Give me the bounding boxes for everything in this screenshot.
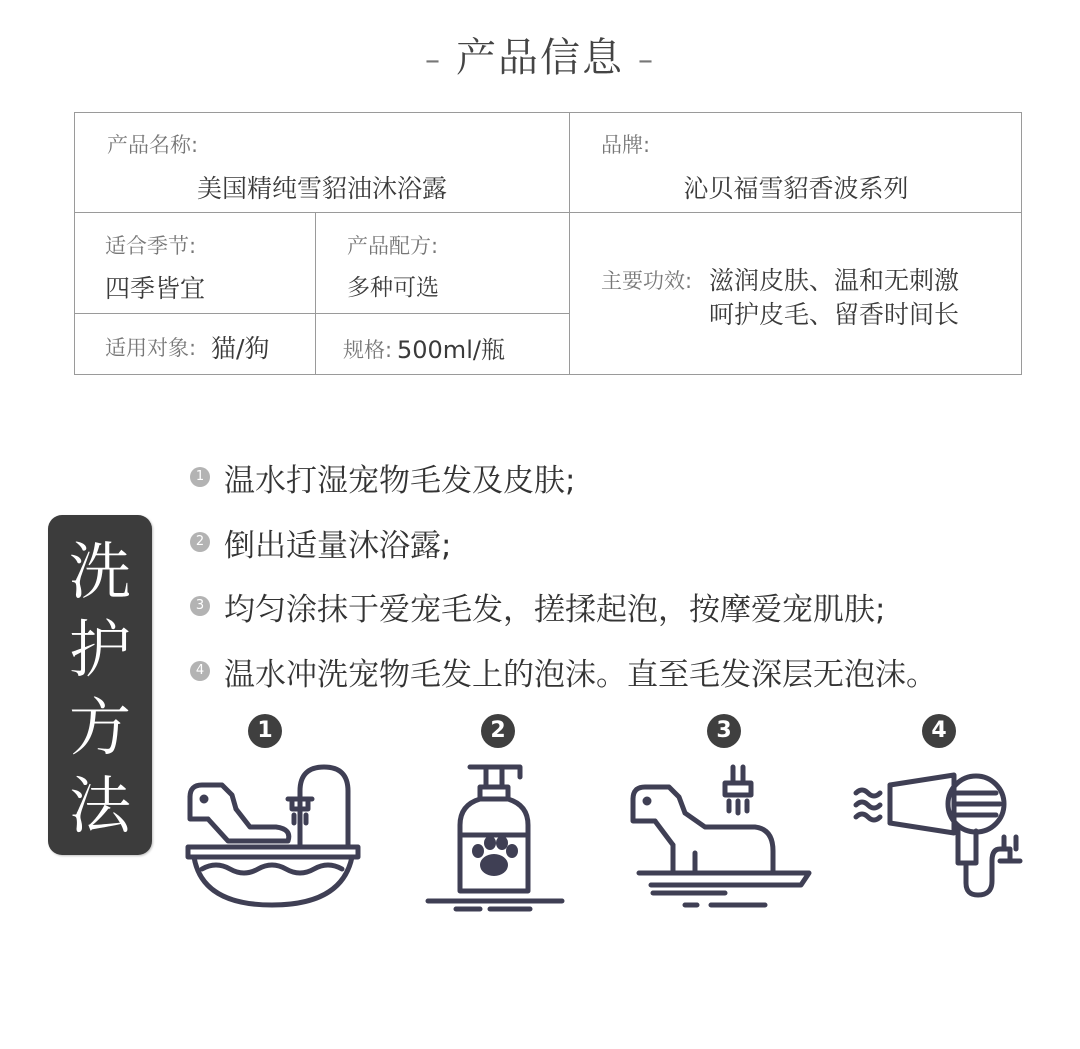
divider <box>75 313 569 314</box>
step-text: 温水冲洗宠物毛发上的泡沫。直至毛发深层无泡沫。 <box>224 656 937 693</box>
target-label: 适用对象: <box>105 336 197 360</box>
season-value: 四季皆宜 <box>105 274 206 303</box>
effect-line-2: 呵护皮毛、留香时间长 <box>709 300 960 329</box>
care-method-char: 方 <box>68 691 131 764</box>
effect-label: 主要功效: <box>601 269 693 293</box>
effect-line-1: 滋润皮肤、温和无刺激 <box>709 266 960 295</box>
care-method-char: 护 <box>68 613 131 686</box>
step-item <box>190 457 575 497</box>
spec-value: 500ml/瓶 <box>397 336 505 364</box>
divider <box>315 213 316 374</box>
title-dash-left: – <box>425 42 442 78</box>
section-title <box>0 26 1080 83</box>
step-number: 4 <box>190 661 210 681</box>
illustration-number: 2 <box>481 714 515 748</box>
illustration-number: 4 <box>922 714 956 748</box>
care-method-char: 法 <box>68 769 131 842</box>
brand-label: 品牌: <box>601 133 651 157</box>
step-text: 均匀涂抹于爱宠毛发，搓揉起泡，按摩爱宠肌肤; <box>224 591 886 628</box>
dog-bath-tub-icon <box>180 755 370 915</box>
brand-value: 沁贝福雪貂香波系列 <box>683 174 909 203</box>
step-item <box>190 522 451 562</box>
illustration-number: 3 <box>707 714 741 748</box>
name-label: 产品名称: <box>107 133 199 157</box>
step-number: 2 <box>190 532 210 552</box>
shampoo-bottle-icon <box>420 755 570 915</box>
illustration-number: 1 <box>248 714 282 748</box>
step-number: 3 <box>190 596 210 616</box>
name-value: 美国精纯雪貂油沐浴露 <box>196 174 447 203</box>
target-value: 猫/狗 <box>211 334 270 363</box>
formula-label: 产品配方: <box>347 234 439 258</box>
step-item <box>190 586 885 626</box>
product-info-table <box>74 112 1022 375</box>
step-number: 1 <box>190 467 210 487</box>
title-dash-right: – <box>638 42 655 78</box>
formula-value: 多种可选 <box>347 275 439 301</box>
divider <box>75 212 1021 213</box>
step-text: 倒出适量沐浴露; <box>224 527 452 564</box>
care-method-label <box>48 515 152 855</box>
care-method-char: 洗 <box>68 535 131 608</box>
step-text: 温水打湿宠物毛发及皮肤; <box>224 462 576 499</box>
divider <box>569 113 570 374</box>
title-text: 产品信息 <box>456 35 624 81</box>
spec-label: 规格: <box>343 338 393 362</box>
season-label: 适合季节: <box>105 234 197 258</box>
hair-dryer-icon <box>850 765 1030 905</box>
step-item <box>190 651 937 691</box>
dog-shower-icon <box>625 755 815 915</box>
